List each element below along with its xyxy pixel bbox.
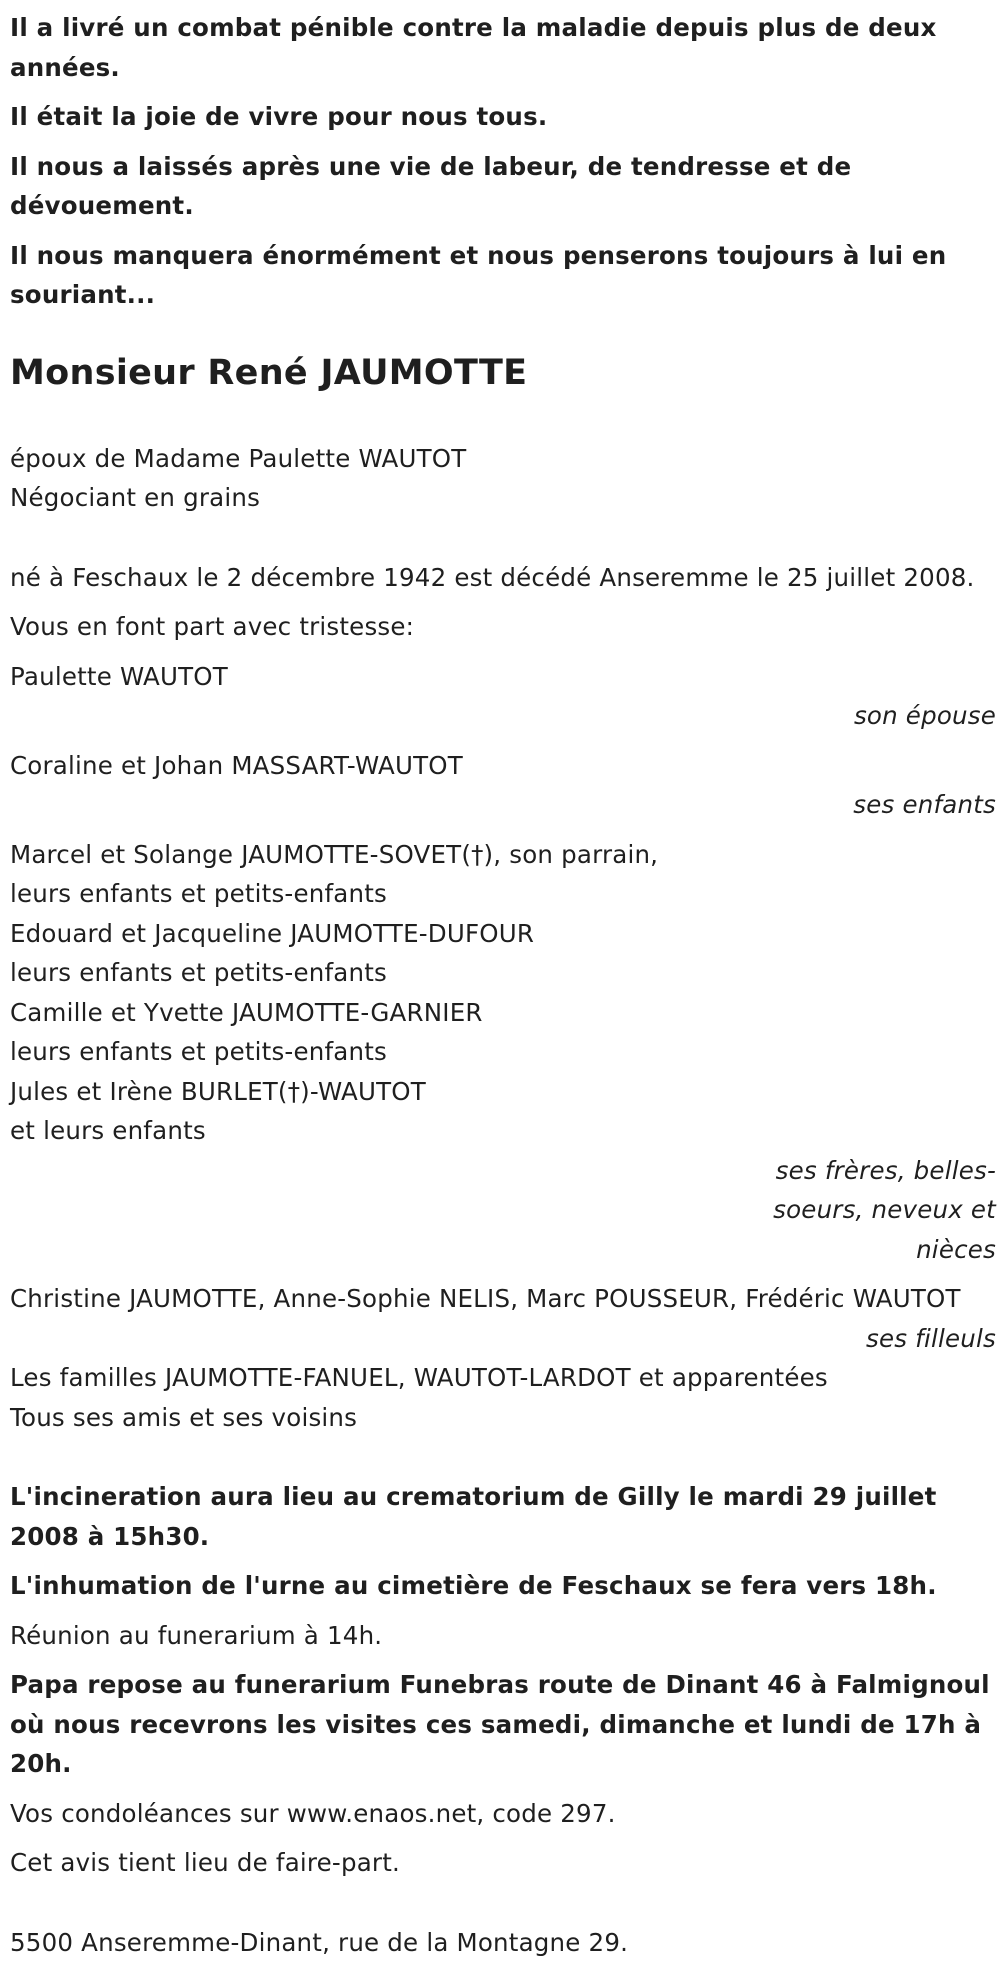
mourner-line: leurs enfants et petits-enfants (10, 879, 388, 908)
mourner-line: leurs enfants et petits-enfants (10, 1037, 388, 1066)
mourner-names: Christine JAUMOTTE, Anne-Sophie NELIS, Marc POUSSEUR, Frédéric WAUTOT (10, 1284, 961, 1313)
birth-death: né à Feschaux le 2 décembre 1942 est décédé Anseremme le 25 juillet 2008. (10, 562, 975, 592)
mourner-line: leurs enfants et petits-enfants (10, 958, 388, 987)
mourner-line: Marcel et Solange JAUMOTTE-SOVET(†), son parrain, (10, 839, 659, 869)
mourner-role: son épouse (853, 701, 996, 730)
identity-block (10, 439, 996, 518)
deceased-name: Monsieur René JAUMOTTE (10, 352, 528, 393)
friends-line: Tous ses amis et ses voisins (10, 1402, 358, 1432)
ceremony-section (10, 1477, 996, 1784)
mourner-names: Coraline et Johan MASSART-WAUTOT (10, 750, 463, 780)
mourner-line: Edouard et Jacqueline JAUMOTTE-DUFOUR (10, 918, 535, 948)
intro-line: Il a livré un combat pénible contre la maladie depuis plus de deux années. (10, 13, 937, 82)
families-line: Les familles JAUMOTTE-FANUEL, WAUTOT-LARDOT et apparentées (10, 1363, 828, 1392)
notice-line: Cet avis tient lieu de faire-part. (10, 1848, 400, 1877)
mourner-siblings (10, 835, 996, 1270)
reunion-info: Réunion au funerarium à 14h. (10, 1620, 383, 1650)
intro-line: Il nous a laissés après une vie de labeur, de tendresse et de dévouement. (10, 151, 852, 220)
mourner-line: Jules et Irène BURLET(†)-WAUTOT (10, 1076, 426, 1106)
profession: Négociant en grains (10, 483, 261, 512)
mourner-role: ses filleuls (865, 1323, 996, 1353)
mourner-role: ses enfants (853, 790, 996, 819)
intro-line: Il nous manquera énormément et nous penserons toujours à lui en souriant... (10, 240, 947, 309)
mourner-godchildren (10, 1279, 996, 1358)
intro-section (10, 8, 996, 315)
visit-info: Papa repose au funerarium Funebras route de Dinant 46 à Falmignoul où nous recevrons les visites ces samedi, dimanche et lundi de 17h à 20h. (10, 1670, 990, 1778)
mourner-names: Paulette WAUTOT (10, 661, 228, 691)
intro-line: Il était la joie de vivre pour nous tous. (10, 102, 548, 131)
mourner-role: ses frères, belles-soeurs, neveux et nièces (773, 1155, 996, 1264)
spouse-line: époux de Madame Paulette WAUTOT (10, 443, 467, 473)
inhumation-info: L'inhumation de l'urne au cimetière de Feschaux se fera vers 18h. (10, 1571, 937, 1600)
condolences-line: Vos condoléances sur www.enaos.net, code 297. (10, 1798, 616, 1828)
incineration-info: L'incineration aura lieu au crematorium de Gilly le mardi 29 juillet 2008 à 15h30. (10, 1482, 937, 1551)
announce-line: Vous en font part avec tristesse: (10, 612, 415, 641)
address-line: 5500 Anseremme-Dinant, rue de la Montagne 29. (10, 1927, 629, 1957)
mourner-others (10, 1358, 996, 1437)
mourner-children (10, 746, 996, 825)
mourner-spouse (10, 657, 996, 736)
mourner-line: et leurs enfants (10, 1116, 206, 1145)
mourner-line: Camille et Yvette JAUMOTTE-GARNIER (10, 997, 483, 1027)
